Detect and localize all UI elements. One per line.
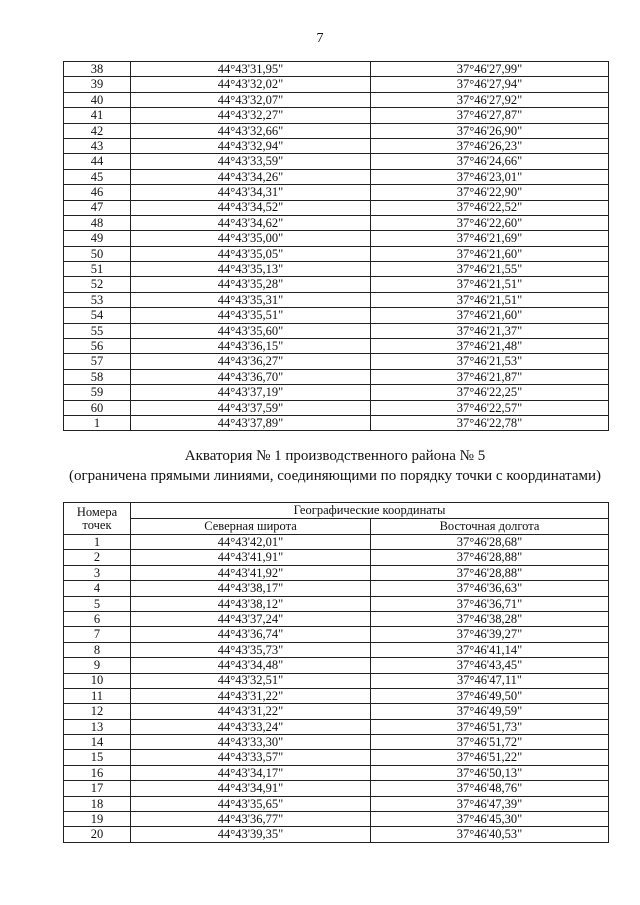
latitude-cell: 44°43'31,95"	[131, 62, 371, 77]
table-row	[64, 200, 609, 215]
longitude-cell: 37°46'36,63"	[371, 581, 609, 596]
point-number-cell: 55	[64, 323, 131, 338]
point-number-cell: 13	[64, 719, 131, 734]
latitude-cell: 44°43'32,51"	[131, 673, 371, 688]
table-row	[64, 277, 609, 292]
longitude-cell: 37°46'47,39"	[371, 796, 609, 811]
longitude-cell: 37°46'27,87"	[371, 108, 609, 123]
point-number-cell: 56	[64, 339, 131, 354]
point-number-cell: 20	[64, 827, 131, 842]
longitude-cell: 37°46'28,68"	[371, 535, 609, 550]
longitude-cell: 37°46'21,53"	[371, 354, 609, 369]
table-row	[64, 765, 609, 780]
latitude-cell: 44°43'32,02"	[131, 77, 371, 92]
latitude-cell: 44°43'35,00"	[131, 231, 371, 246]
table-row	[64, 231, 609, 246]
longitude-cell: 37°46'22,57"	[371, 400, 609, 415]
point-number-cell: 57	[64, 354, 131, 369]
point-number-cell: 44	[64, 154, 131, 169]
latitude-cell: 44°43'32,07"	[131, 92, 371, 107]
table-row	[64, 323, 609, 338]
longitude-cell: 37°46'22,90"	[371, 185, 609, 200]
point-number-cell: 8	[64, 642, 131, 657]
longitude-cell: 37°46'22,25"	[371, 385, 609, 400]
latitude-cell: 44°43'35,31"	[131, 292, 371, 307]
longitude-cell: 37°46'50,13"	[371, 765, 609, 780]
header-subrow	[64, 519, 609, 535]
table-body	[64, 535, 609, 843]
longitude-cell: 37°46'36,71"	[371, 596, 609, 611]
longitude-cell: 37°46'22,52"	[371, 200, 609, 215]
point-number-cell: 11	[64, 688, 131, 703]
longitude-cell: 37°46'26,23"	[371, 138, 609, 153]
point-number-cell: 59	[64, 385, 131, 400]
longitude-cell: 37°46'24,66"	[371, 154, 609, 169]
longitude-cell: 37°46'38,28"	[371, 611, 609, 626]
header-row	[64, 503, 609, 519]
table-row	[64, 246, 609, 261]
page-number: 7	[316, 31, 324, 46]
latitude-cell: 44°43'36,74"	[131, 627, 371, 642]
longitude-cell: 37°46'51,22"	[371, 750, 609, 765]
point-number-cell: 12	[64, 704, 131, 719]
latitude-cell: 44°43'34,91"	[131, 781, 371, 796]
latitude-cell: 44°43'35,60"	[131, 323, 371, 338]
header-geo-coordinates: Географические координаты	[131, 503, 609, 519]
coordinates-table-continued	[63, 61, 609, 431]
latitude-cell: 44°43'34,31"	[131, 185, 371, 200]
table-row	[64, 704, 609, 719]
table-row	[64, 812, 609, 827]
point-number-cell: 16	[64, 765, 131, 780]
table-row	[64, 169, 609, 184]
table-row	[64, 215, 609, 230]
section-subtitle: (ограничена прямыми линиями, соединяющими по порядку точки с координатами)	[68, 468, 602, 484]
latitude-cell: 44°43'36,77"	[131, 812, 371, 827]
longitude-cell: 37°46'21,51"	[371, 277, 609, 292]
point-number-cell: 51	[64, 262, 131, 277]
point-number-cell: 39	[64, 77, 131, 92]
longitude-cell: 37°46'21,55"	[371, 262, 609, 277]
latitude-cell: 44°43'36,27"	[131, 354, 371, 369]
table-row	[64, 627, 609, 642]
latitude-cell: 44°43'31,22"	[131, 688, 371, 703]
coordinates-table	[63, 502, 609, 843]
header-point-number	[64, 503, 131, 535]
table-row	[64, 108, 609, 123]
point-number-cell: 3	[64, 565, 131, 580]
longitude-cell: 37°46'45,30"	[371, 812, 609, 827]
table-row	[64, 535, 609, 550]
latitude-cell: 44°43'34,52"	[131, 200, 371, 215]
longitude-cell: 37°46'22,78"	[371, 415, 609, 430]
latitude-cell: 44°43'36,15"	[131, 339, 371, 354]
longitude-cell: 37°46'27,99"	[371, 62, 609, 77]
latitude-cell: 44°43'37,24"	[131, 611, 371, 626]
latitude-cell: 44°43'35,51"	[131, 308, 371, 323]
table-row	[64, 781, 609, 796]
latitude-cell: 44°43'42,01"	[131, 535, 371, 550]
point-number-cell: 14	[64, 735, 131, 750]
table-row	[64, 688, 609, 703]
point-number-cell: 9	[64, 658, 131, 673]
table-row	[64, 262, 609, 277]
point-number-cell: 40	[64, 92, 131, 107]
latitude-cell: 44°43'34,26"	[131, 169, 371, 184]
point-number-cell: 43	[64, 138, 131, 153]
table-row	[64, 123, 609, 138]
header-point-number-line2: точек	[82, 517, 112, 532]
longitude-cell: 37°46'49,59"	[371, 704, 609, 719]
longitude-cell: 37°46'21,69"	[371, 231, 609, 246]
table-row	[64, 62, 609, 77]
latitude-cell: 44°43'33,57"	[131, 750, 371, 765]
table-row	[64, 92, 609, 107]
table-row	[64, 827, 609, 842]
latitude-cell: 44°43'33,24"	[131, 719, 371, 734]
point-number-cell: 2	[64, 550, 131, 565]
longitude-cell: 37°46'21,60"	[371, 308, 609, 323]
table-row	[64, 354, 609, 369]
table-row	[64, 581, 609, 596]
header-point-number-line1: Номера	[76, 505, 118, 519]
longitude-cell: 37°46'39,27"	[371, 627, 609, 642]
point-number-cell: 45	[64, 169, 131, 184]
table-row	[64, 735, 609, 750]
header-latitude: Северная широта	[131, 519, 371, 535]
latitude-cell: 44°43'32,27"	[131, 108, 371, 123]
point-number-cell: 54	[64, 308, 131, 323]
table-row	[64, 596, 609, 611]
longitude-cell: 37°46'51,73"	[371, 719, 609, 734]
point-number-cell: 49	[64, 231, 131, 246]
longitude-cell: 37°46'21,37"	[371, 323, 609, 338]
latitude-cell: 44°43'35,05"	[131, 246, 371, 261]
table-row	[64, 673, 609, 688]
latitude-cell: 44°43'35,13"	[131, 262, 371, 277]
latitude-cell: 44°43'41,92"	[131, 565, 371, 580]
table-row	[64, 796, 609, 811]
latitude-cell: 44°43'35,28"	[131, 277, 371, 292]
latitude-cell: 44°43'34,48"	[131, 658, 371, 673]
table-row	[64, 642, 609, 657]
longitude-cell: 37°46'28,88"	[371, 550, 609, 565]
latitude-cell: 44°43'38,17"	[131, 581, 371, 596]
longitude-cell: 37°46'26,90"	[371, 123, 609, 138]
point-number-cell: 38	[64, 62, 131, 77]
latitude-cell: 44°43'33,59"	[131, 154, 371, 169]
point-number-cell: 42	[64, 123, 131, 138]
latitude-cell: 44°43'32,94"	[131, 138, 371, 153]
table-row	[64, 77, 609, 92]
point-number-cell: 4	[64, 581, 131, 596]
longitude-cell: 37°46'21,60"	[371, 246, 609, 261]
point-number-cell: 19	[64, 812, 131, 827]
table-row	[64, 308, 609, 323]
section-title: Акватория № 1 производственного района № 5	[184, 448, 486, 464]
table-row	[64, 550, 609, 565]
longitude-cell: 37°46'23,01"	[371, 169, 609, 184]
table-header	[64, 503, 609, 535]
point-number-cell: 53	[64, 292, 131, 307]
longitude-cell: 37°46'27,92"	[371, 92, 609, 107]
point-number-cell: 10	[64, 673, 131, 688]
longitude-cell: 37°46'48,76"	[371, 781, 609, 796]
longitude-cell: 37°46'21,87"	[371, 369, 609, 384]
point-number-cell: 15	[64, 750, 131, 765]
point-number-cell: 6	[64, 611, 131, 626]
point-number-cell: 18	[64, 796, 131, 811]
latitude-cell: 44°43'32,66"	[131, 123, 371, 138]
latitude-cell: 44°43'37,59"	[131, 400, 371, 415]
table-row	[64, 369, 609, 384]
latitude-cell: 44°43'33,30"	[131, 735, 371, 750]
longitude-cell: 37°46'22,60"	[371, 215, 609, 230]
point-number-cell: 52	[64, 277, 131, 292]
longitude-cell: 37°46'21,48"	[371, 339, 609, 354]
point-number-cell: 60	[64, 400, 131, 415]
table-row	[64, 658, 609, 673]
table-row	[64, 292, 609, 307]
point-number-cell: 1	[64, 415, 131, 430]
header-longitude: Восточная долгота	[371, 519, 609, 535]
point-number-cell: 58	[64, 369, 131, 384]
point-number-cell: 1	[64, 535, 131, 550]
latitude-cell: 44°43'31,22"	[131, 704, 371, 719]
longitude-cell: 37°46'51,72"	[371, 735, 609, 750]
latitude-cell: 44°43'36,70"	[131, 369, 371, 384]
point-number-cell: 50	[64, 246, 131, 261]
table-row	[64, 565, 609, 580]
latitude-cell: 44°43'37,19"	[131, 385, 371, 400]
longitude-cell: 37°46'21,51"	[371, 292, 609, 307]
table-row	[64, 415, 609, 430]
table-row	[64, 385, 609, 400]
longitude-cell: 37°46'27,94"	[371, 77, 609, 92]
point-number-cell: 17	[64, 781, 131, 796]
table-row	[64, 138, 609, 153]
point-number-cell: 7	[64, 627, 131, 642]
latitude-cell: 44°43'35,65"	[131, 796, 371, 811]
longitude-cell: 37°46'47,11"	[371, 673, 609, 688]
latitude-cell: 44°43'39,35"	[131, 827, 371, 842]
latitude-cell: 44°43'34,62"	[131, 215, 371, 230]
table-row	[64, 750, 609, 765]
latitude-cell: 44°43'38,12"	[131, 596, 371, 611]
latitude-cell: 44°43'37,89"	[131, 415, 371, 430]
longitude-cell: 37°46'40,53"	[371, 827, 609, 842]
longitude-cell: 37°46'28,88"	[371, 565, 609, 580]
table-row	[64, 400, 609, 415]
table-row	[64, 611, 609, 626]
point-number-cell: 41	[64, 108, 131, 123]
point-number-cell: 5	[64, 596, 131, 611]
latitude-cell: 44°43'35,73"	[131, 642, 371, 657]
table-row	[64, 154, 609, 169]
longitude-cell: 37°46'49,50"	[371, 688, 609, 703]
longitude-cell: 37°46'43,45"	[371, 658, 609, 673]
latitude-cell: 44°43'41,91"	[131, 550, 371, 565]
latitude-cell: 44°43'34,17"	[131, 765, 371, 780]
table-row	[64, 185, 609, 200]
point-number-cell: 48	[64, 215, 131, 230]
point-number-cell: 47	[64, 200, 131, 215]
table-body	[64, 62, 609, 431]
table-row	[64, 719, 609, 734]
point-number-cell: 46	[64, 185, 131, 200]
table-row	[64, 339, 609, 354]
longitude-cell: 37°46'41,14"	[371, 642, 609, 657]
